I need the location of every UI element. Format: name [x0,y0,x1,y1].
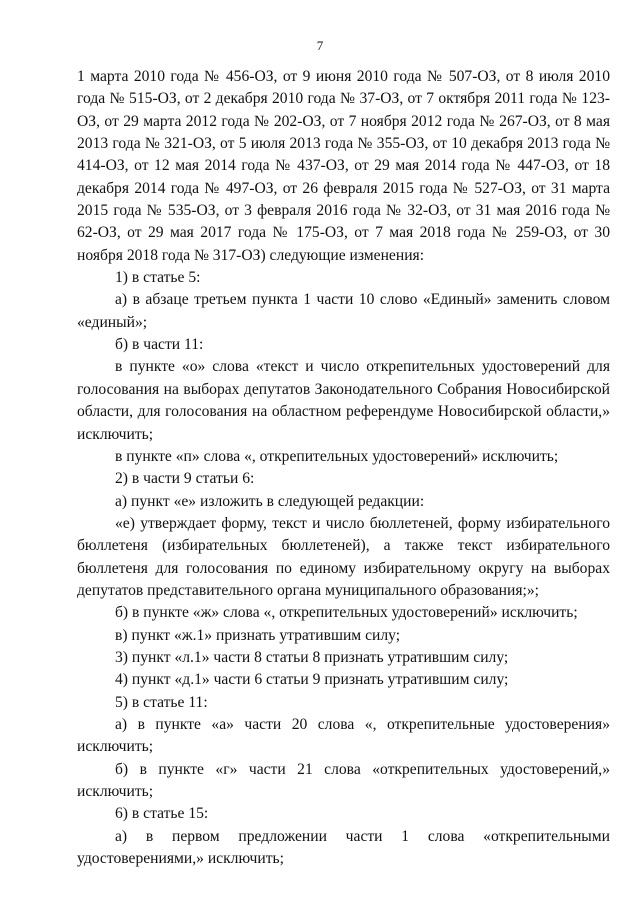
paragraph-amendments-list: 1 марта 2010 года № 456-ОЗ, от 9 июня 2010 года № 507-ОЗ, от 8 июля 2010 года № 515-ОЗ, от 2 декабря 2010 года № 37-ОЗ, от 7 октября 2011 года № 123-ОЗ, от 29 марта 2012 года № 202-ОЗ, от 7 ноября 2012 года № 267-ОЗ, от 8 мая 2013 года № 321-ОЗ, от 5 июля 2013 года № 355-ОЗ, от 10 декабря 2013 года № 414-ОЗ, от 12 мая 2014 года № 437-ОЗ, от 29 мая 2014 года № 447-ОЗ, от 18 декабря 2014 года № 497-ОЗ, от 26 февраля 2015 года № 527-ОЗ, от 31 марта 2015 года № 535-ОЗ, от 3 февраля 2016 года № 32-ОЗ, от 31 мая 2016 года № 62-ОЗ, от 29 мая 2017 года № 175-ОЗ, от 7 мая 2018 года № 259-ОЗ, от 30 ноября 2018 года № 317-ОЗ) следующие изменения: [77,68,610,264]
paragraph-item-1b-p: в пункте «п» слова «, открепительных удостоверений» исключить; [115,447,559,465]
paragraph-item-2: 2) в части 9 статьи 6: [115,470,255,488]
paragraph-item-2v: в) пункт «ж.1» признать утратившим силу; [115,626,401,644]
paragraph-item-1b-o: в пункте «о» слова «текст и число открепительных удостоверений для голосования на выборах депутатов Законодательного Собрания Новосибирской области, для голосования на областном референдуме Новосибирской области,» исключить; [77,358,610,443]
paragraph-item-1a: а) в абзаце третьем пункта 1 части 10 слово «Единый» заменить словом «единый»; [77,291,610,331]
document-body [77,66,610,870]
paragraph-item-2a-text: «е) утверждает форму, текст и число бюллетеней, форму избирательного бюллетеня (избирательных бюллетеней), а также текст избирательного бюллетеня для голосования по единому избирательному округу на выборах депутатов представительного органа муниципального образования;»; [77,514,610,599]
paragraph-item-3: 3) пункт «л.1» части 8 статьи 8 признать утратившим силу; [115,648,509,666]
paragraph-item-2b: б) в пункте «ж» слова «, открепительных удостоверений» исключить; [115,604,578,622]
paragraph-item-5: 5) в статье 11: [115,693,208,711]
paragraph-item-5b: б) в пункте «г» части 21 слова «открепительных удостоверений,» исключить; [77,760,610,800]
paragraph-item-4: 4) пункт «д.1» части 6 статьи 9 признать утратившим силу; [115,671,509,689]
page-number: 7 [316,38,324,53]
paragraph-item-2a: а) пункт «е» изложить в следующей редакции: [115,492,425,510]
paragraph-item-6a: а) в первом предложении части 1 слова «открепительными удостоверениями,» исключить; [77,827,610,868]
paragraph-item-1b: б) в части 11: [115,336,204,354]
paragraph-item-1: 1) в статье 5: [115,269,201,287]
paragraph-item-5a: а) в пункте «а» части 20 слова «, открепительные удостоверения» исключить; [77,715,610,756]
paragraph-item-6: 6) в статье 15: [115,805,209,823]
